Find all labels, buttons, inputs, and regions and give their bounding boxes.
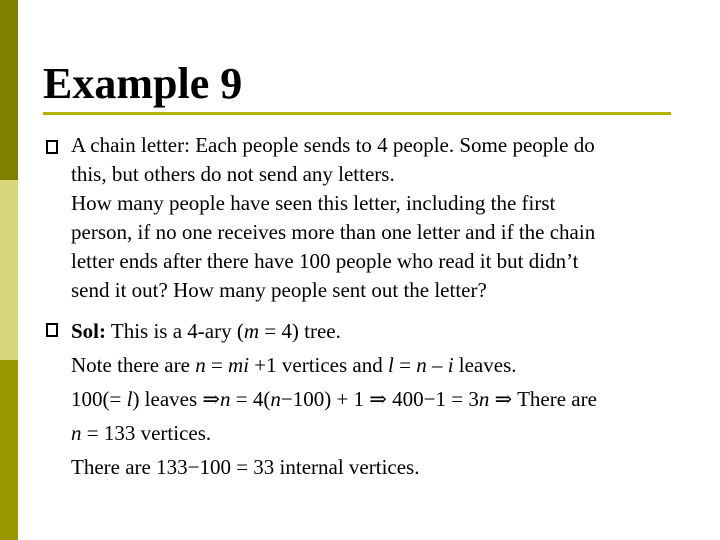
implies-arrow-icon: ⇒: [369, 387, 387, 411]
text-span: 100(=: [71, 387, 127, 411]
math-variable: n: [478, 387, 490, 411]
implies-arrow-icon: ⇒: [202, 387, 221, 411]
text-span: 400−1 = 3: [386, 387, 479, 411]
sidebar-stripe-bottom: [0, 360, 18, 540]
text-span: There are: [512, 387, 597, 411]
text-span: Note there are: [71, 353, 196, 377]
text-span: = 133 vertices.: [81, 421, 212, 445]
implies-arrow-icon: ⇒: [494, 387, 513, 411]
text-span: −100) + 1: [280, 387, 370, 411]
text-line: How many people have seen this letter, including the first: [71, 191, 556, 215]
internal-vertices-line: There are 133−100 = 33 internal vertices.: [71, 455, 420, 479]
math-variable: n: [71, 421, 82, 445]
text-span: = 4) tree.: [259, 319, 341, 343]
text-span: =: [393, 353, 417, 377]
text-span: =: [205, 353, 229, 377]
solution-line: [71, 314, 701, 348]
solution-paragraph: [71, 314, 701, 484]
math-variable: n: [270, 387, 281, 411]
note-line: [71, 348, 701, 382]
hollow-square-bullet-icon: [45, 322, 59, 338]
text-line: A chain letter: Each people sends to 4 people. Some people do: [71, 133, 595, 157]
solution-label: Sol:: [71, 319, 107, 343]
text-span: = 4(: [230, 387, 271, 411]
text-span: +1 vertices and: [249, 353, 388, 377]
text-line: person, if no one receives more than one letter and if the chain: [71, 220, 596, 244]
math-variable: n: [220, 387, 231, 411]
math-variable: n: [416, 353, 427, 377]
text-span: ) leaves: [132, 387, 203, 411]
math-variable: i: [447, 353, 454, 377]
math-variable: m: [243, 319, 260, 343]
slide-title: Example 9: [43, 59, 243, 108]
text-line: send it out? How many people sent out the letter?: [71, 278, 487, 302]
math-variable: l: [388, 353, 394, 377]
text-line: letter ends after there have 100 people who read it but didn’t: [71, 249, 579, 273]
math-variable: n: [195, 353, 206, 377]
text-span: leaves.: [453, 353, 517, 377]
text-line: this, but others do not send any letters.: [71, 162, 395, 186]
calculation-line: [71, 382, 701, 416]
sidebar-stripe-middle: [0, 180, 18, 360]
question-paragraph: [71, 131, 701, 305]
title-underline: [43, 112, 671, 115]
math-variable: l: [126, 387, 133, 411]
result-line: [71, 416, 701, 450]
text-span: –: [426, 353, 448, 377]
hollow-square-bullet-icon: [45, 139, 59, 155]
math-variable: mi: [228, 353, 250, 377]
sidebar-stripe-top: [0, 0, 18, 180]
text-span: This is a 4-ary (: [106, 319, 244, 343]
